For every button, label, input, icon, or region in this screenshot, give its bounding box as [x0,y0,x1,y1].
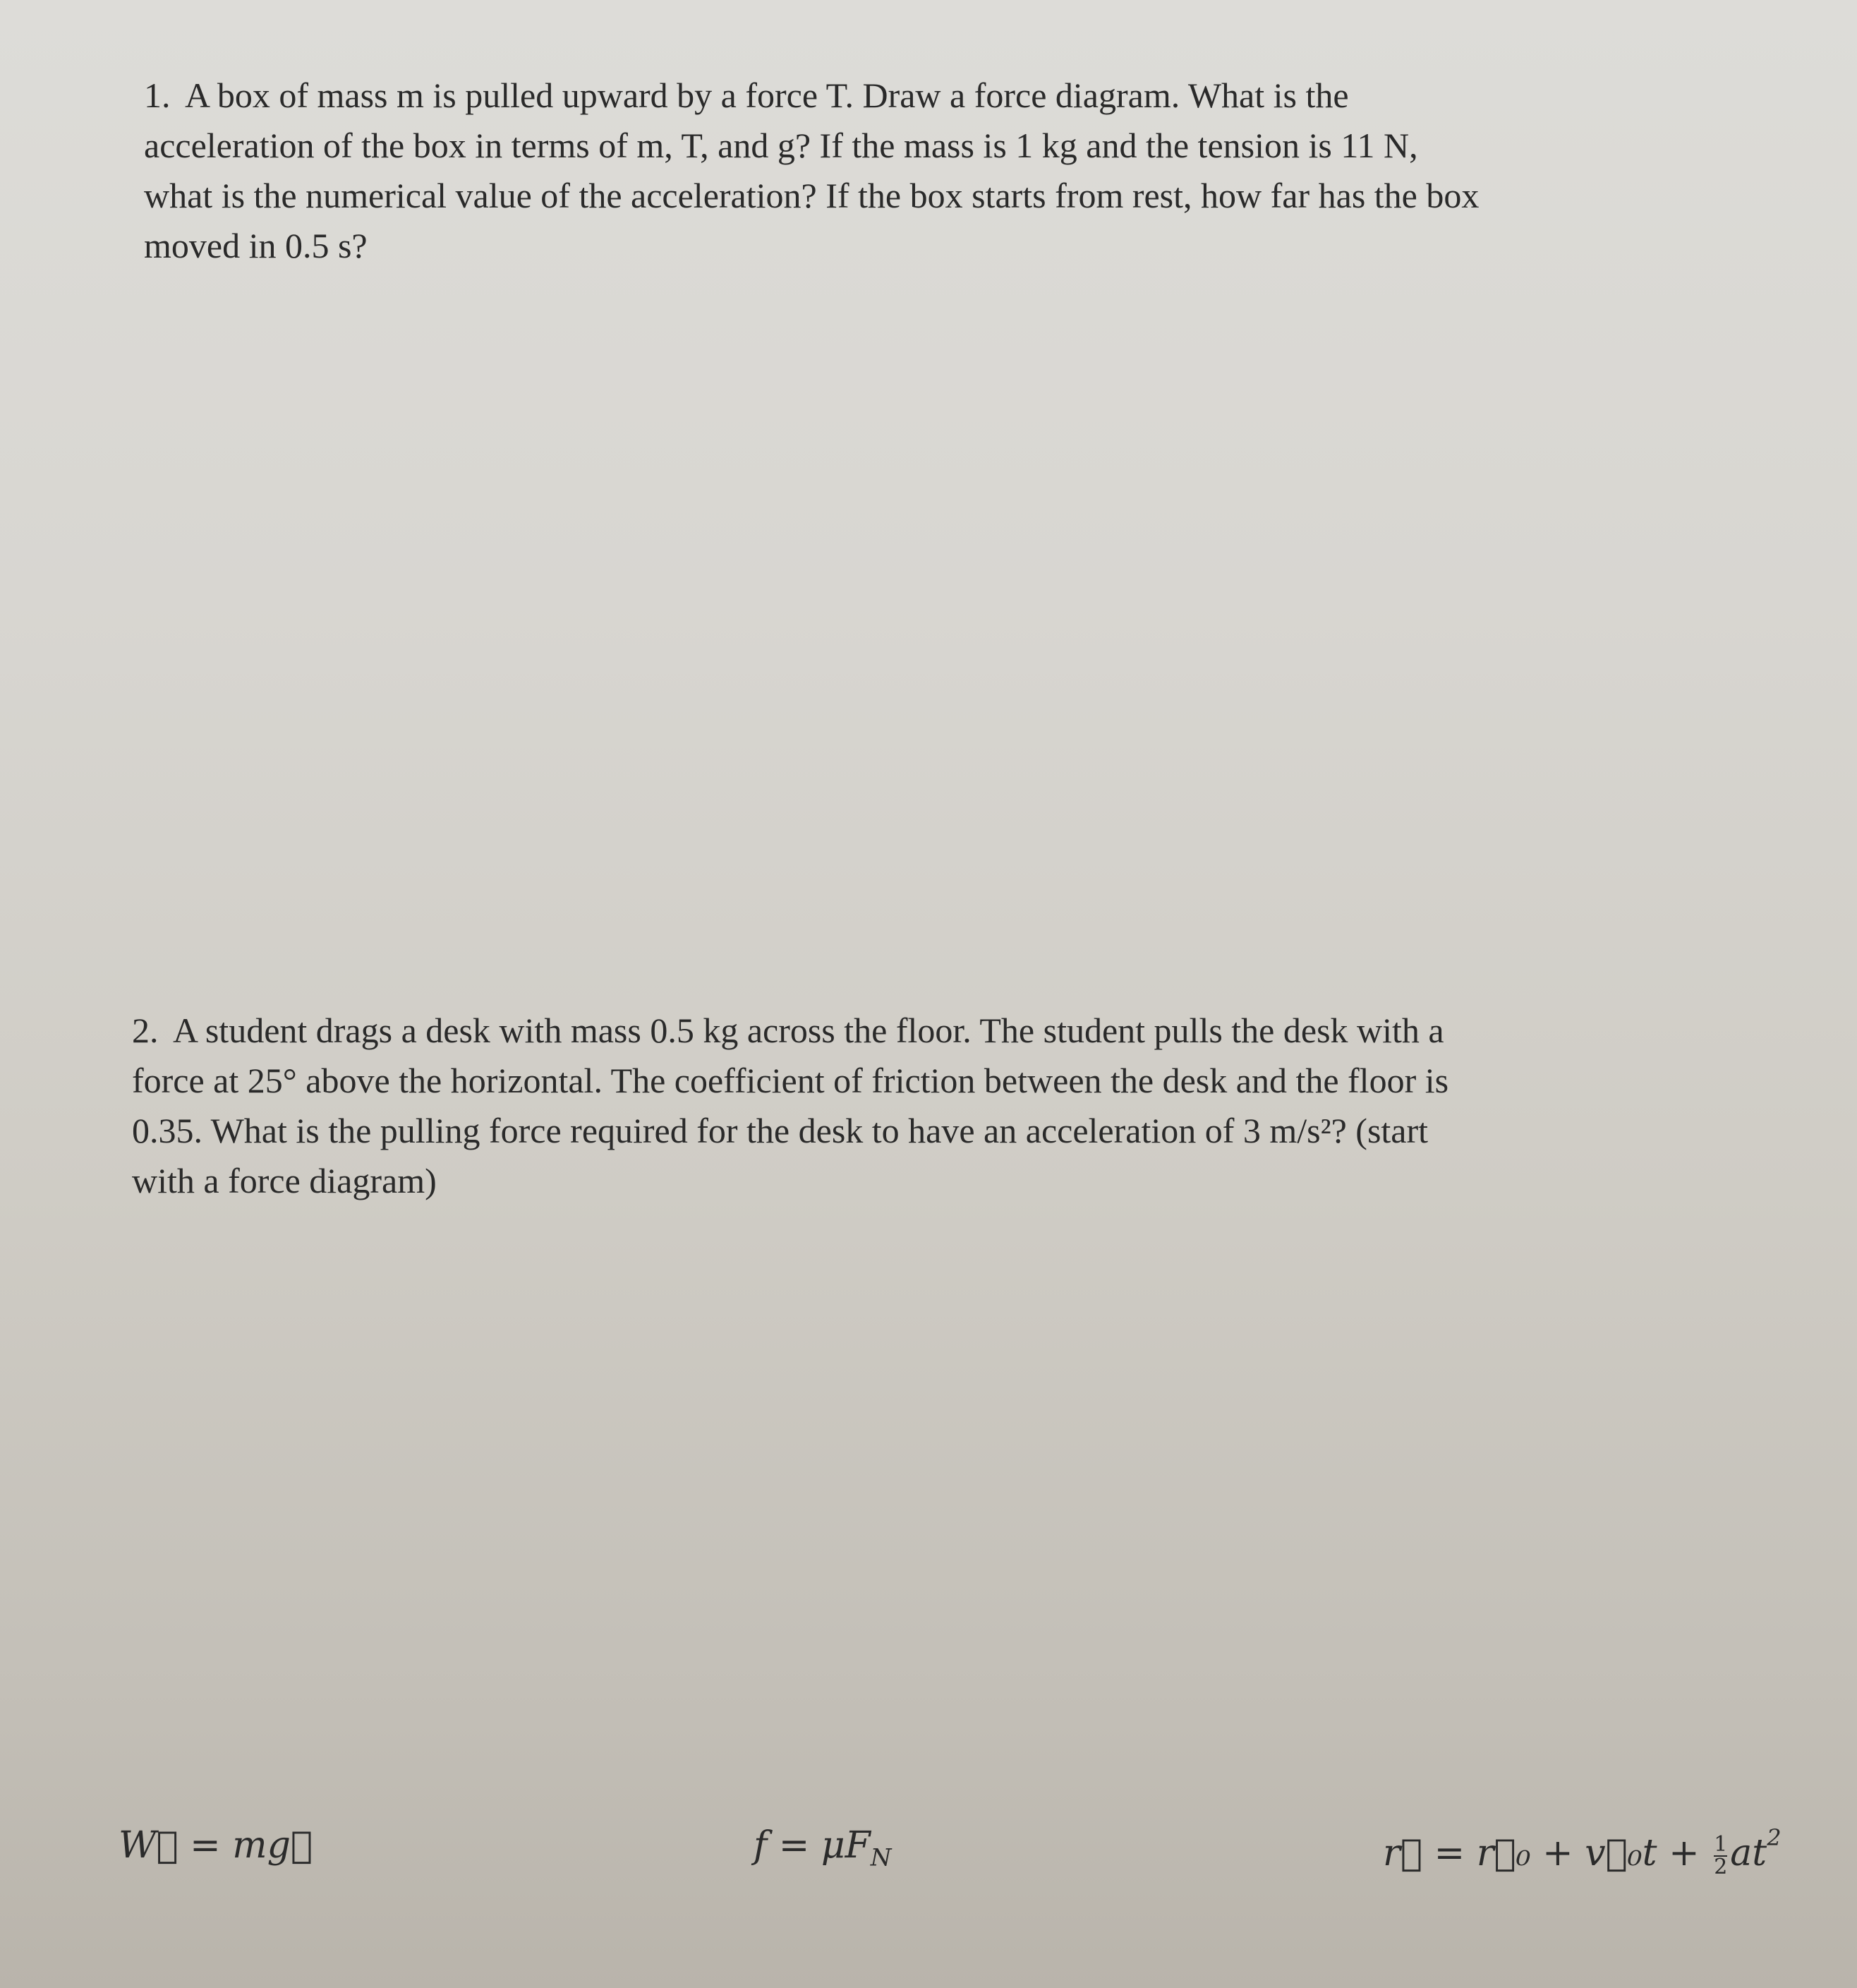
question-1-number: 1. [144,76,171,115]
question-2-line-2: force at 25° above the horizontal. The coefficient of friction between the desk and the floor is [132,1061,1449,1100]
position-formula-exponent: 2 [1767,1824,1782,1851]
question-1-line-3: what is the numerical value of the acceleration? If the box starts from rest, how far has the box [144,176,1480,215]
question-1-text-1: A box of mass m is pulled upward by a force T. Draw a force diagram. What is the [185,76,1349,115]
friction-formula: $f = \mu F_N$ [754,1824,892,1872]
question-2-line-1 [132,1006,1448,1056]
question-1-line-2: acceleration of the box in terms of m, T, and g? If the mass is 1 kg and the tension is 11 N, [144,126,1418,165]
question-2-line-3: 0.35. What is the pulling force required for the desk to have an acceleration of 3 m/s²? (start [132,1111,1429,1150]
one-half-fraction [1714,1831,1728,1879]
question-2 [132,1006,1448,1206]
question-2-number: 2. [132,1011,159,1050]
question-2-text-1: A student drags a desk with mass 0.5 kg across the floor. The student pulls the desk with a [173,1011,1444,1050]
position-formula-tail: at [1730,1832,1767,1874]
question-2-line-4: with a force diagram) [132,1161,437,1200]
position-formula-main: r⃗ = r⃗₀ + v⃗₀t + [1383,1832,1712,1874]
question-1 [144,71,1479,271]
normal-force-subscript: N [870,1843,892,1872]
position-formula [1383,1824,1782,1878]
question-1-line-4: moved in 0.5 s? [144,226,368,265]
weight-formula: W⃗ = mg⃗ [119,1824,313,1867]
fraction-denominator: 2 [1714,1854,1728,1879]
fraction-numerator: 1 [1714,1831,1728,1857]
question-1-line-1 [144,71,1479,121]
